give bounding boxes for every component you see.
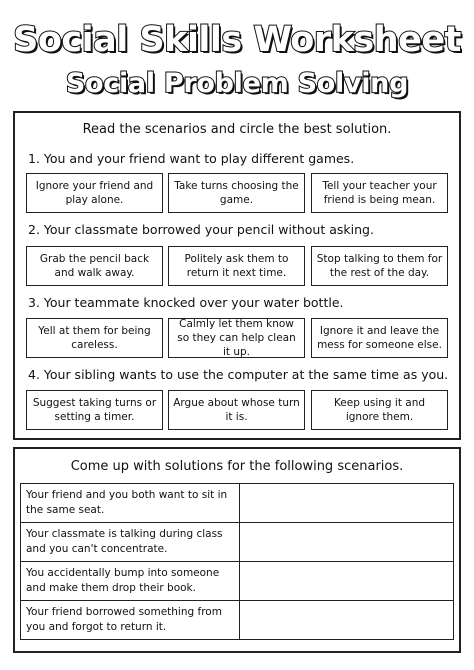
question-2-option-a[interactable]: Grab the pencil back and walk away. [26, 246, 163, 286]
table-row [21, 562, 454, 601]
question-3-option-a[interactable]: Yell at them for being careless. [26, 318, 163, 358]
question-1-option-a[interactable]: Ignore your friend and play alone. [26, 173, 163, 213]
scenario-cell: Your classmate is talking during class and you can't concentrate. [21, 523, 240, 562]
question-2-option-b[interactable]: Politely ask them to return it next time. [168, 246, 305, 286]
question-2-option-c[interactable]: Stop talking to them for the rest of the day. [311, 246, 448, 286]
question-4: 4. Your sibling wants to use the computer at the same time as you. [28, 367, 449, 382]
table-row [21, 523, 454, 562]
answer-cell[interactable] [240, 484, 454, 523]
scenario-cell: Your friend borrowed something from you and forgot to return it. [21, 601, 240, 640]
question-1: 1. You and your friend want to play different games. [28, 151, 355, 166]
scenario-cell: Your friend and you both want to sit in the same seat. [21, 484, 240, 523]
table-row [21, 484, 454, 523]
question-2: 2. Your classmate borrowed your pencil without asking. [28, 222, 374, 237]
question-3-option-c[interactable]: Ignore it and leave the mess for someone else. [311, 318, 448, 358]
question-4-option-b[interactable]: Argue about whose turn it is. [168, 390, 305, 430]
solutions-table [20, 483, 454, 640]
scenario-cell: You accidentally bump into someone and make them drop their book. [21, 562, 240, 601]
question-3-option-b[interactable]: Calmly let them know so they can help clean it up. [168, 318, 305, 358]
answer-cell[interactable] [240, 562, 454, 601]
question-4-option-c[interactable]: Keep using it and ignore them. [311, 390, 448, 430]
multiple-choice-panel [13, 111, 461, 440]
question-1-option-b[interactable]: Take turns choosing the game. [168, 173, 305, 213]
worksheet-subtitle: Social Problem Solving [65, 68, 409, 99]
section2-instruction: Come up with solutions for the following scenarios. [70, 459, 404, 474]
question-4-option-a[interactable]: Suggest taking turns or setting a timer. [26, 390, 163, 430]
table-row [21, 601, 454, 640]
question-3: 3. Your teammate knocked over your water bottle. [28, 295, 344, 310]
answer-cell[interactable] [240, 523, 454, 562]
worksheet-title: Social Skills Worksheet [13, 20, 461, 60]
open-response-panel [13, 447, 461, 653]
section1-instruction: Read the scenarios and circle the best solution. [82, 122, 392, 137]
question-1-option-c[interactable]: Tell your teacher your friend is being mean. [311, 173, 448, 213]
answer-cell[interactable] [240, 601, 454, 640]
